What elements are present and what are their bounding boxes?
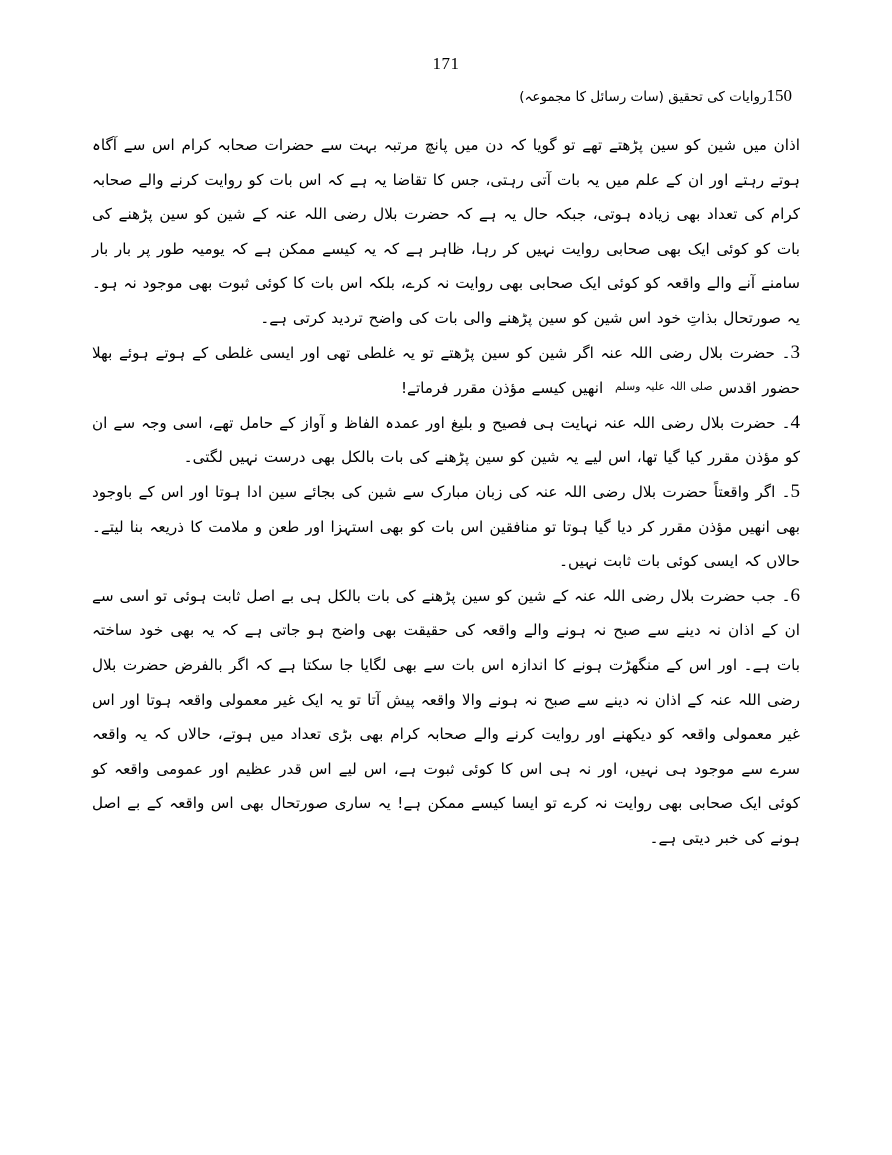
paragraph-text-continued: انھیں کیسے مؤذن مقرر فرماتے! — [400, 379, 604, 398]
paragraph-text: ۔ جب حضرت بلال رضی اللہ عنہ کے شین کو سین پڑھنے کی بات بالکل ہی بے اصل ثابت ہوئی تو اسی سے ان کے اذان نہ دینے سے صبح نہ ہونے والے واقعہ کی حقیقت بھی واضح ہو جاتی ہے کہ یہ بھی خود ساختہ بات ہے۔ اور اس کے منگھڑت ہونے کا اندازہ اس بات سے بھی لگایا جا سکتا ہے کہ اگر بالفرض حضرت بلال رضی اللہ عنہ کے اذان نہ دینے سے صبح نہ ہونے والا واقعہ پیش آتا تو یہ ایک غیر معمولی واقعہ ہوتا اور اس غیر معمولی واقعہ کو دیکھنے اور روایت کرنے والے صحابہ کرام بھی بڑی تعداد میں ہوتے، حالاں کہ یہ واقعہ سرے سے موجود ہی نہیں، اور نہ ہی اس کا کوئی ثبوت ہے، اس لیے اس قدر عظیم اور عمومی واقعہ کو کوئی ایک صحابی بھی روایت نہ کرے تو ایسا کیسے ممکن ہے! یہ ساری صورتحال بھی اس واقعہ کے بے اصل ہونے کی خبر دیتی ہے۔ — [92, 586, 800, 847]
paragraph-text: ۔ حضرت بلال رضی اللہ عنہ نہایت ہی فصیح و بلیغ اور عمدہ الفاظ و آواز کے حامل تھے، اسی وجہ سے ان کو مؤذن مقرر کیا گیا تھا، اس لیے یہ شین کو سین پڑھنے کی بات بالکل بھی درست نہیں لگتی۔ — [92, 413, 800, 467]
paragraph-text: ۔ حضرت بلال رضی اللہ عنہ اگر شین کو سین پڑھتے تو یہ غلطی تھی اور ایسی غلطی کے ہوتے ہوئے بھلا حضور اقدس — [92, 343, 800, 398]
running-header — [519, 86, 792, 106]
paragraph-point-4 — [92, 406, 800, 475]
page-number: 171 — [432, 54, 460, 73]
paragraph-point-5 — [92, 475, 800, 579]
running-header-title: روایات کی تحقیق (سات رسائل کا مجموعہ) — [519, 89, 767, 105]
paragraph-text: اذان میں شین کو سین پڑھتے تھے تو گویا کہ دن میں پانچ مرتبہ بہت سے حضرات صحابہ کرام اس سے آگاہ ہوتے رہتے اور ان کے علم میں یہ بات آتی رہتی، جس کا تقاضا یہ ہے کہ اس بات کو روایت کرنے والے صحابہ کرام کی تعداد بھی زیادہ ہوتی، جبکہ حال یہ ہے کہ حضرت بلال رضی اللہ عنہ کے شین کو سین پڑھنے کی بات کو کوئی ایک بھی صحابی روایت نہیں کر رہا، ظاہر ہے کہ یہ کیسے ممکن ہے کہ یومیہ طور پر بار بار سامنے آنے والے واقعہ کو کوئی ایک صحابی بھی روایت نہ کرے، بلکہ اس بات کا کوئی ثبوت بھی موجود نہ ہو۔ یہ صورتحال بذاتِ خود اس شین کو سین پڑھنے والی بات کی واضح تردید کرتی ہے۔ — [92, 136, 800, 327]
paragraph-intro — [92, 128, 800, 336]
body-text — [92, 128, 800, 855]
paragraph-point-6 — [92, 579, 800, 856]
paragraph-point-3 — [92, 336, 800, 406]
honorific-salutation: صلی اللہ علیہ وسلم — [615, 380, 713, 394]
point-number: 5 — [790, 480, 800, 502]
paragraph-text: ۔ اگر واقعتاً حضرت بلال رضی اللہ عنہ کی زبان مبارک سے شین کی بجائے سین ادا ہوتا اور اس کے باوجود بھی انھیں مؤذن مقرر کر دیا گیا ہوتا تو منافقین اس بات کو بھی استہزا اور طعن و ملامت کا ذریعہ بنا لیتے۔ حالاں کہ ایسی کوئی بات ثابت نہیں۔ — [92, 482, 800, 571]
running-header-number: 150 — [766, 86, 792, 105]
point-number: 4 — [790, 411, 800, 433]
point-number: 6 — [790, 584, 800, 606]
point-number: 3 — [790, 341, 800, 363]
